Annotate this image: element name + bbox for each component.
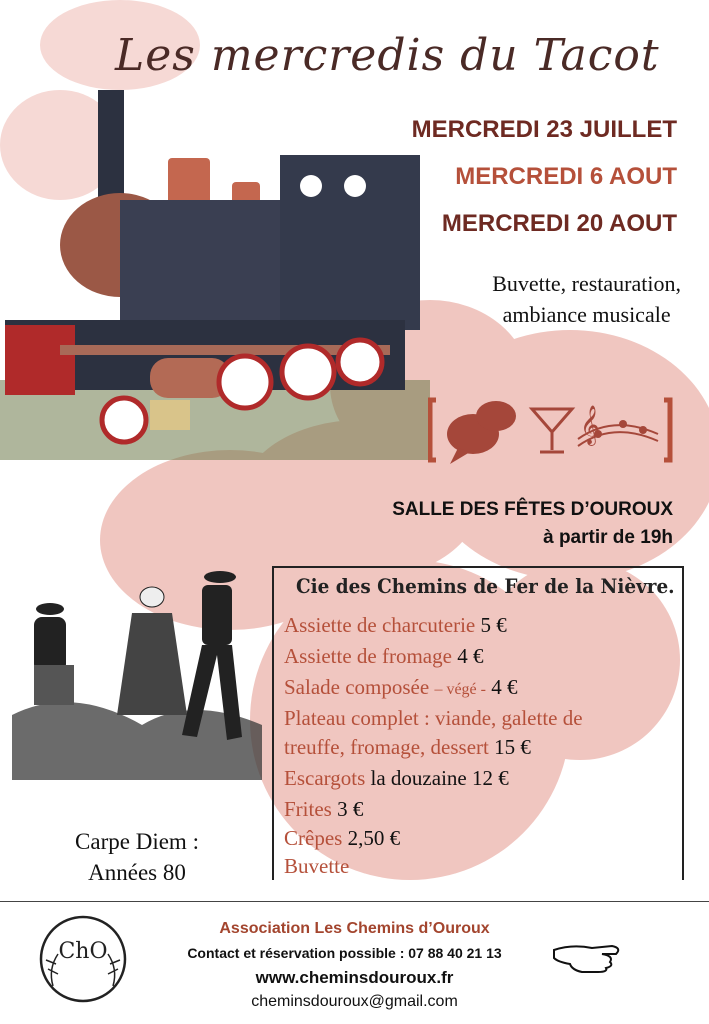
venue-name: SALLE DES FÊTES D’OUROUX	[392, 499, 673, 520]
cocktail-glass-icon	[532, 409, 572, 452]
menu-item	[284, 613, 507, 638]
date-1: MERCREDI 23 JUILLET	[411, 116, 677, 143]
date-3: MERCREDI 20 AOUT	[441, 210, 677, 237]
menu-item	[284, 854, 349, 879]
locomotive-illustration	[0, 90, 430, 460]
menu-item-name: Assiette de fromage	[284, 644, 452, 668]
date-2: MERCREDI 6 AOUT	[455, 163, 677, 190]
association-name: Association Les Chemins d’Ouroux	[219, 920, 490, 937]
footer-divider	[0, 901, 709, 902]
start-time: à partir de 19h	[543, 527, 673, 548]
email-link[interactable]: cheminsdouroux@gmail.com	[251, 993, 458, 1010]
band-name: Carpe Diem :	[75, 829, 199, 854]
activities-line-1: Buvette, restauration,	[492, 271, 681, 296]
activities-line-2: ambiance musicale	[502, 302, 671, 327]
menu-item-name: Crêpes	[284, 826, 343, 850]
menu-item-price: 4 €	[457, 644, 484, 668]
activities-text	[492, 268, 681, 330]
menu-item	[284, 706, 583, 731]
menu-item-name: Frites	[284, 797, 332, 821]
menu-item	[284, 675, 517, 700]
speech-bubbles-icon	[447, 401, 516, 464]
left-bracket-icon	[430, 400, 436, 460]
svg-text:𝄞: 𝄞	[580, 405, 601, 445]
menu-item-name: Salade composée	[284, 675, 430, 699]
menu-item-price: 5 €	[480, 613, 507, 637]
menu-item-price: 2,50 €	[347, 826, 401, 850]
contact-line: Contact et réservation possible : 07 88 40 21 13	[187, 945, 502, 961]
poster-title: Les mercredis du Tacot	[115, 30, 660, 81]
menu-item-note: – végé -	[434, 681, 486, 698]
menu-item-price: 4 €	[491, 675, 518, 699]
menu-item	[284, 826, 400, 851]
menu-item	[284, 735, 531, 760]
band-theme: Années 80	[88, 860, 186, 885]
activity-icons	[428, 394, 673, 474]
menu-item-name: Assiette de charcuterie	[284, 613, 476, 637]
menu-item	[284, 766, 509, 791]
right-bracket-icon	[664, 400, 670, 460]
music-notes-icon	[578, 405, 658, 446]
menu-item-price: 3 €	[337, 797, 364, 821]
menu-item	[284, 797, 363, 822]
menu-title: Cie des Chemins de Fer de la Nièvre.	[296, 574, 675, 598]
venue-block	[392, 496, 673, 552]
website-link[interactable]: www.cheminsdouroux.fr	[255, 968, 454, 987]
menu-item-note: la douzaine	[370, 766, 467, 790]
menu-item-price: 12 €	[471, 766, 509, 790]
dancers-illustration	[12, 565, 262, 780]
menu-item	[284, 644, 483, 669]
menu-item-name: treuffe, fromage, dessert	[284, 735, 489, 759]
menu-item-name: Escargots	[284, 766, 366, 790]
menu-item-name: Plateau complet : viande, galette de	[284, 706, 583, 730]
menu-item-price: 15 €	[494, 735, 531, 759]
band-block	[52, 826, 222, 888]
logo-text: ChO	[58, 939, 108, 964]
menu-item-name: Buvette	[284, 854, 350, 878]
